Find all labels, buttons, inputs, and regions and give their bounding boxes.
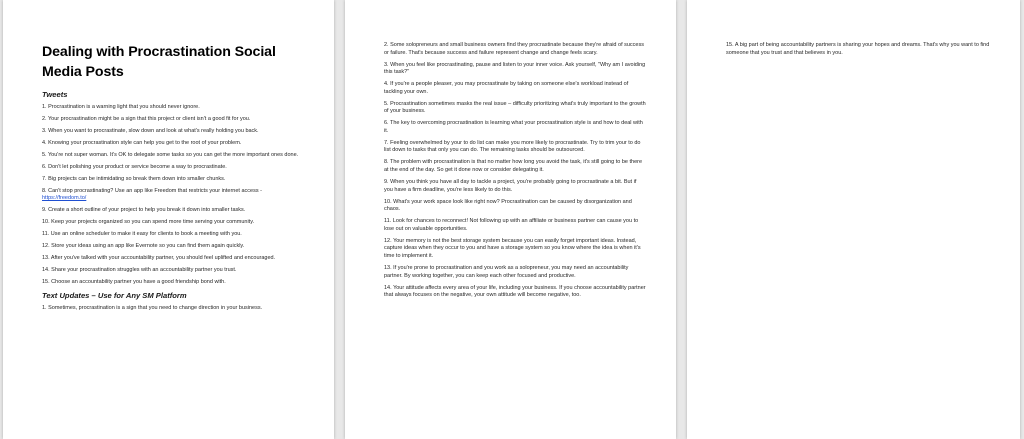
list-item: 10. Keep your projects organized so you can spend more time serving your community. bbox=[42, 219, 255, 226]
list-item: 3. When you want to procrastinate, slow down and look at what's really holding you back. bbox=[42, 127, 259, 134]
list-item: 4. If you're a people pleaser, you may procrastinate by taking on someone else's workload instead of tackling your own. bbox=[384, 81, 629, 95]
list-item: 1. Sometimes, procrastination is a sign that you need to change direction in your business. bbox=[42, 305, 263, 312]
page-content bbox=[726, 42, 990, 62]
list-item: 14. Your attitude affects every area of your life, including your business. If you choose accountability partner that always focuses on the negative, your own attitude will become negative, too. bbox=[384, 284, 646, 299]
page-content bbox=[384, 42, 646, 304]
list-item: 11. Look for chances to reconnect! Not following up with an affiliate or business partner can cause you to lose out on valuable opportunities. bbox=[384, 218, 639, 232]
list-item: 12. Store your ideas using an app like Evernote so you can find them again quickly. bbox=[42, 243, 245, 250]
list-item: 12. Your memory is not the best storage system because you can easily forget important ideas. Instead, capture ideas when they occur to you and have a storage system so you know where the idea is when it's time to implement it. bbox=[384, 237, 641, 259]
list-item: 5. Procrastination sometimes masks the real issue – difficulty prioritizing what's truly important to the growth of your business. bbox=[384, 100, 646, 115]
document-page-2 bbox=[345, 0, 676, 439]
list-item: 2. Your procrastination might be a sign that this project or client isn't a good fit for you. bbox=[42, 115, 251, 122]
list-item: 6. The key to overcoming procrastination is learning what your procrastination style is and how to deal with it. bbox=[384, 120, 643, 134]
list-item: 5. You're not super woman. It's OK to delegate some tasks so you can get the more important ones done. bbox=[42, 151, 299, 158]
document-title: Dealing with Procrastination Social Media Posts bbox=[42, 44, 276, 80]
section-heading-text-updates: Text Updates – Use for Any SM Platform bbox=[42, 291, 187, 301]
list-item: 11. Use an online scheduler to make it easy for clients to book a meeting with you. bbox=[42, 231, 242, 238]
list-item: 13. If you're prone to procrastination and you work as a solopreneur, you may need an accountability partner. By working together, you can keep each other focused and productive. bbox=[384, 264, 629, 279]
section-heading-tweets: Tweets bbox=[42, 90, 68, 99]
list-item: 3. When you feel like procrastinating, pause and listen to your inner voice. Ask yourself, "Why am I avoiding this task?" bbox=[384, 61, 646, 76]
list-item: 7. Big projects can be intimidating so break them down into smaller chunks. bbox=[42, 175, 226, 182]
list-item: 8. Can't stop procrastinating? Use an app like Freedom that restricts your internet access - https://freedom.to/ bbox=[42, 187, 262, 202]
list-item: 15. A big part of being accountability partners is sharing your hopes and dreams. That's why you want to find someone that you trust and that believes in you. bbox=[726, 42, 990, 56]
list-item: 7. Feeling overwhelmed by your to do list can make you more likely to procrastinate. Try to trim your to do list down to tasks that only you can do. The remaining tasks should be outsourced. bbox=[384, 139, 641, 154]
list-item: 9. Create a short outline of your project to help you break it down into smaller tasks. bbox=[42, 207, 246, 214]
list-item: 14. Share your procrastination struggles with an accountability partner you trust. bbox=[42, 267, 237, 274]
list-item: 8. The problem with procrastination is that no matter how long you avoid the task, it's still going to be there at the end of the day. So get it done now or consider delegating it. bbox=[384, 159, 643, 174]
document-page-1 bbox=[3, 0, 334, 439]
list-item: 1. Procrastination is a warning light that you should never ignore. bbox=[42, 104, 200, 110]
list-item: 15. Choose an accountability partner you have a good friendship bond with. bbox=[42, 279, 226, 286]
list-item: 2. Some solopreneurs and small business owners find they procrastinate because they're afraid of success or failure. That's because success and failure represent change and change feels scary. bbox=[384, 42, 644, 56]
list-item: 9. When you think you have all day to tackle a project, you're probably going to procrastinate a bit. But if you have a firm deadline, you're less likely to do this. bbox=[384, 179, 637, 193]
list-item: 6. Don't let polishing your product or service become a way to procrastinate. bbox=[42, 163, 227, 170]
list-item: 10. What's your work space look like right now? Procrastination can be caused by disorganization and chaos. bbox=[384, 198, 632, 213]
freedom-link[interactable]: https://freedom.to/ bbox=[42, 195, 87, 202]
list-item: 13. After you've talked with your accountability partner, you should feel uplifted and encouraged. bbox=[42, 255, 276, 262]
list-item: 4. Knowing your procrastination style can help you get to the root of your problem. bbox=[42, 139, 242, 146]
page-content bbox=[42, 42, 304, 317]
document-page-3 bbox=[687, 0, 1020, 439]
